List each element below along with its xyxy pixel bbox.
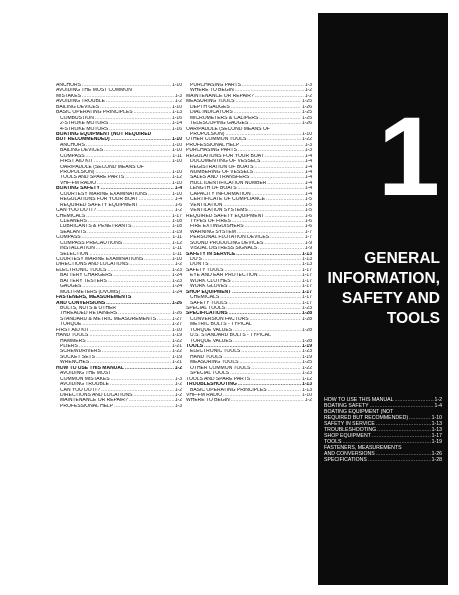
index-entry-label: DIRECTIONS AND LOCATIONS bbox=[56, 262, 129, 268]
index-entry-label: CAN YOU DO IT? bbox=[56, 208, 97, 214]
index-entry-label: 4-STROKE MOTORS bbox=[60, 126, 109, 132]
index-entry-label: COURTESY MARINE EXAMINATIONS bbox=[56, 257, 144, 262]
index-entry-label: BASIC OPERATING PRINCIPLES bbox=[56, 110, 133, 116]
index-entry-page: 1-3 bbox=[174, 376, 182, 382]
index-entry-label: 2-STROKE MOTORS bbox=[60, 121, 109, 127]
index-entry-page: 1-26 bbox=[171, 311, 182, 317]
index-entry-label: GAUGES bbox=[60, 284, 82, 290]
index-entry-label: MULTI-METERS (DVOMS) bbox=[60, 289, 121, 295]
index-entry-page: 1-13 bbox=[171, 110, 182, 116]
index-entry-page: 1-23 bbox=[301, 305, 312, 311]
index-entry-label: VENTILATION SYSTEMS bbox=[190, 208, 248, 214]
chapter-number: 1 bbox=[377, 94, 440, 219]
index-entry-page: 1-2 bbox=[434, 397, 442, 403]
index-entry-label: SPECIAL TOOLS bbox=[186, 305, 226, 311]
index-entry-label: PROFESSIONAL HELP bbox=[186, 142, 240, 148]
index-entry-page: 1-18 bbox=[171, 218, 182, 224]
index-entry-label: AND CONVERSIONS bbox=[56, 300, 106, 306]
index-entry-label: FIRST AID KIT bbox=[56, 327, 89, 333]
index-entry-page: 1-17 bbox=[301, 273, 312, 279]
index-entry-page: 1-10 bbox=[171, 257, 182, 262]
index-entry-page: 1-21 bbox=[171, 344, 182, 349]
index-entry-label: COMPASS PRECAUTIONS bbox=[60, 240, 123, 246]
index-entry-label: WORK CLOTHES bbox=[190, 278, 231, 284]
index-entry-label: DEPTH GAUGES bbox=[190, 104, 230, 110]
index-entry-page: 1-16 bbox=[171, 115, 182, 121]
index-entry-label: HULL IDENTIFICATION NUMBER bbox=[190, 180, 267, 186]
index-entry-label: WHERE TO BEGIN bbox=[186, 398, 230, 404]
index-entry-page: 1-2 bbox=[174, 387, 182, 393]
index-entry-page: 1-9 bbox=[304, 246, 312, 252]
index-entry-page: 1-10 bbox=[171, 327, 182, 333]
index-entry-label: ELECTRONIC TOOLS bbox=[56, 267, 107, 273]
index-entry-page: 1-13 bbox=[301, 251, 312, 257]
index-entry-label: TYPES OF FIRES bbox=[190, 218, 231, 224]
index-entry-label: COMPASS bbox=[56, 235, 81, 241]
index-entry-page: 1-23 bbox=[301, 371, 312, 377]
index-entry-page: 1-10 bbox=[431, 415, 442, 421]
index-entry-page: 1-14 bbox=[171, 121, 182, 127]
index-entry-page: 1-19 bbox=[171, 354, 182, 360]
index-entry-label: VHF-FM RADIO bbox=[186, 392, 223, 398]
index-entry-label: AVOIDING THE MOST bbox=[60, 371, 112, 377]
index-entry-page: 1-2 bbox=[174, 382, 182, 388]
index-entry-label: PURCHASING PARTS bbox=[190, 83, 241, 88]
index-entry-label: LENGTH OF BOATS bbox=[190, 186, 237, 192]
index-entry-label: DON'TS bbox=[190, 262, 209, 268]
index-entry-label: BATTERY CHARGERS bbox=[60, 273, 113, 279]
index-entry-page: 1-25 bbox=[301, 99, 312, 105]
chapter-title-line: GENERAL bbox=[364, 250, 440, 267]
index-entry-label: WRENCHES bbox=[60, 360, 90, 366]
index-entry-page: 1-17 bbox=[301, 295, 312, 301]
index-entry-page: 1-17 bbox=[301, 267, 312, 273]
index-entry-label: MICROMETERS & CALIPERS bbox=[190, 115, 259, 121]
index-entry-label: REQUIRED SAFETY EQUIPMENT bbox=[186, 213, 265, 219]
index-entry-page: 1-17 bbox=[301, 289, 312, 295]
index-entry-label: MEASURING TOOLS bbox=[186, 99, 235, 105]
index-entry-page: 1-28 bbox=[431, 457, 442, 463]
index-entry-label: PROFESSIONAL HELP bbox=[60, 403, 114, 409]
index-entry-page: 1-3 bbox=[174, 93, 182, 99]
index-entry-page: 1-10 bbox=[171, 83, 182, 88]
index-entry-page: 1-16 bbox=[171, 126, 182, 132]
index-entry-label: MAINTENANCE OR REPAIR? bbox=[186, 93, 254, 99]
index-entry-page: 1-7 bbox=[304, 229, 312, 235]
index-entry-page: 1-2 bbox=[304, 398, 312, 404]
index-entry-page: 1-10 bbox=[171, 191, 182, 197]
index-entry-label: DOCUMENTING OF VESSELS bbox=[190, 159, 261, 165]
index-entry-page: 1-26 bbox=[171, 300, 182, 306]
index-entry-page: 1-11 bbox=[172, 251, 182, 257]
index-entry-label: CHEMICALS bbox=[56, 213, 86, 219]
index-entry-label: WORK GLOVES bbox=[190, 284, 228, 290]
index-entry-page: 1-19 bbox=[431, 439, 442, 445]
index-entry-page: 1-4 bbox=[304, 180, 312, 186]
index-entry-label: MAINTENANCE OR REPAIR? bbox=[60, 398, 128, 404]
index-entry-label: OTHER COMMON TOOLS bbox=[190, 365, 251, 371]
index-entry-page: 1-22 bbox=[171, 338, 182, 344]
index-entry-label: PLIERS bbox=[60, 344, 78, 349]
index-entry-label: TOOLS bbox=[186, 344, 204, 349]
index-entry bbox=[56, 404, 182, 409]
index-entry-page: 1-12 bbox=[301, 376, 312, 382]
index-entry-label: TELESCOPING GAUGES bbox=[190, 121, 249, 127]
index-entry-page: 1-5 bbox=[304, 202, 312, 208]
index-entry-page: 1-10 bbox=[171, 159, 182, 165]
index-entry bbox=[186, 398, 312, 403]
index-entry-label: LUBRICANTS & PENETRANTS bbox=[60, 224, 132, 230]
index-entry-label: REQUIRED SAFETY EQUIPMENT bbox=[60, 202, 139, 208]
index-entry-label: CAPACITY INFORMATION bbox=[190, 191, 251, 197]
index-entry-label: CLEANERS bbox=[60, 218, 87, 224]
index-entry-label: HAND TOOLS bbox=[190, 354, 223, 360]
index-entry-label: INSTALLATION bbox=[60, 246, 95, 252]
dot-leader bbox=[231, 398, 304, 403]
index-entry-page: 1-3 bbox=[304, 148, 312, 154]
index-entry-page: 1-2 bbox=[304, 88, 312, 94]
index-entry-page: 1-4 bbox=[304, 153, 312, 159]
index-entry-page: 1-4 bbox=[434, 403, 442, 409]
index-entry-page: 1-19 bbox=[301, 344, 312, 349]
index-entry-page: 1-24 bbox=[171, 273, 182, 279]
index-entry-page: 1-17 bbox=[301, 284, 312, 290]
index-entry-page: 1-10 bbox=[171, 170, 182, 175]
index-entry-label: AND CONVERSIONS bbox=[324, 451, 375, 457]
index-entry-label: BOATING EQUIPMENT (NOT bbox=[324, 409, 394, 415]
index-entry-page: 1-13 bbox=[431, 427, 442, 433]
index-entry-page: 1-3 bbox=[304, 83, 312, 88]
index-entry-label: TROUBLESHOOTING bbox=[324, 427, 377, 433]
index-entry-label: AVOIDING TROUBLE bbox=[56, 99, 105, 105]
index-entry-label: SPECIFICATIONS bbox=[324, 457, 367, 463]
index-entry-page: 1-6 bbox=[304, 218, 312, 224]
index-entry-label: SEALANTS bbox=[60, 229, 87, 235]
index-entry-page: 1-13 bbox=[301, 382, 312, 388]
index-entry-page: 1-2 bbox=[174, 365, 182, 371]
index-entry-label: ANCHORS bbox=[60, 142, 86, 148]
index-entry-page: 1-2 bbox=[174, 99, 182, 105]
index-entry-label: BATTERY TESTERS bbox=[60, 278, 107, 284]
index-entry-page: 1-6 bbox=[174, 202, 182, 208]
index-entry-label: CAN YOU DO IT? bbox=[60, 387, 101, 393]
index-entry-page: 1-10 bbox=[171, 180, 182, 186]
index-entry-label: TOOLS bbox=[324, 439, 342, 445]
index-entry-label: TORQUE bbox=[60, 322, 82, 328]
index-entry-page: 1-10 bbox=[301, 392, 312, 398]
index-entry-page: 1-4 bbox=[174, 186, 182, 192]
index-entry-page: 1-17 bbox=[301, 278, 312, 284]
chapter-sidebar bbox=[318, 13, 448, 585]
index-entry-label: SPECIAL TOOLS bbox=[190, 371, 230, 377]
index-entry-label: BOATING EQUIPMENT (NOT REQUIRED bbox=[56, 131, 152, 137]
index-entry-label: SOCKET SETS bbox=[60, 354, 95, 360]
index-entry-label: CHEMICALS bbox=[190, 295, 220, 301]
dot-leader bbox=[368, 457, 431, 463]
index-entry-label: VENTILATION bbox=[190, 202, 223, 208]
index-entry-page: 1-10 bbox=[171, 142, 182, 148]
index-entry-page: 1-6 bbox=[304, 224, 312, 230]
chapter-contents bbox=[324, 397, 442, 463]
index-column-left bbox=[56, 83, 182, 409]
index-entry-label: BOLTS, NUTS & OTHER bbox=[60, 305, 117, 311]
chapter-title-line: SAFETY AND bbox=[341, 290, 440, 307]
index-entry-page: 1-10 bbox=[171, 137, 182, 143]
index-entry-page: 1-4 bbox=[304, 175, 312, 181]
index-entry-page: 1-9 bbox=[304, 240, 312, 246]
index-entry-page: 1-17 bbox=[431, 433, 442, 439]
index-entry-label: PROPULSION) bbox=[60, 170, 95, 175]
index-entry-page: 1-26 bbox=[431, 451, 442, 457]
index-entry-label: PROPULSION) bbox=[190, 131, 225, 137]
index-entry-label: MEASURING TOOLS bbox=[190, 360, 239, 366]
index-entry-label: BOATING SAFETY bbox=[324, 403, 369, 409]
index-entry-label: SHOP EQUIPMENT bbox=[186, 289, 232, 295]
index-entry-label: COMMON MISTAKES bbox=[60, 376, 110, 382]
index-entry-label: METRIC BOLTS - TYPICAL bbox=[190, 322, 252, 328]
index-entry-page: 1-25 bbox=[301, 115, 312, 121]
index-entry-label: DIAL INDICATORS bbox=[190, 110, 233, 116]
dot-leader bbox=[125, 366, 174, 371]
index-entry-page: 1-13 bbox=[301, 262, 312, 268]
index-entry-label: OAR/PADDLE (SECOND MEANS OF bbox=[60, 164, 144, 170]
index-entry-page: 1-10 bbox=[171, 104, 182, 110]
index-entry-label: OTHER COMMON TOOLS bbox=[186, 137, 247, 143]
index-entry-label: VISUAL DISTRESS SIGNALS bbox=[190, 246, 258, 252]
index-entry-page: 1-4 bbox=[304, 170, 312, 175]
index-entry-page: 1-3 bbox=[304, 142, 312, 148]
index-entry-page: 1-11 bbox=[172, 235, 182, 241]
index-entry-label: HAND TOOLS bbox=[56, 333, 89, 339]
index-entry-page: 1-26 bbox=[301, 121, 312, 127]
index-entry-page: 1-11 bbox=[172, 246, 182, 252]
index-entry-page: 1-10 bbox=[171, 148, 182, 154]
index-entry-label: TROUBLESHOOTING bbox=[186, 382, 237, 388]
index-entry-label: SAFETY TOOLS bbox=[190, 300, 228, 306]
index-entry-page: 1-3 bbox=[174, 403, 182, 409]
index-column-right bbox=[186, 83, 312, 404]
index-entry-page: 1-19 bbox=[171, 229, 182, 235]
index-entry-page: 1-4 bbox=[304, 159, 312, 165]
index-entry-page: 1-2 bbox=[174, 392, 182, 398]
index-entry-label: SELECTION bbox=[60, 251, 89, 257]
index-entry-label: OAR/PADDLE (SECOND MEANS OF bbox=[186, 126, 270, 132]
index-entry-label: PURCHASING PARTS bbox=[186, 148, 237, 154]
index-entry-page: 1-24 bbox=[171, 289, 182, 295]
index-entry-label: PERSONAL FLOTATION DEVICES bbox=[190, 235, 270, 241]
index-entry-label: HOW TO USE THIS MANUAL bbox=[56, 365, 124, 371]
index-entry-label: FASTENERS, MEASUREMENTS bbox=[324, 445, 402, 451]
index-entry-page: 1-27 bbox=[171, 316, 182, 322]
index-entry-label: WHERE TO BEGIN bbox=[190, 88, 234, 94]
index-entry-label: SHOP EQUIPMENT bbox=[324, 433, 371, 439]
index-entry-page: 1-28 bbox=[301, 311, 312, 317]
index-entry-page: 1-4 bbox=[304, 191, 312, 197]
index-entry-page: 1-24 bbox=[171, 284, 182, 290]
index-entry-label: SAFETY IN SERVICE bbox=[324, 421, 375, 427]
index-entry-label: BOATING SAFETY bbox=[56, 186, 100, 192]
index-entry-label: REGULATIONS FOR YOUR BOAT bbox=[60, 197, 138, 203]
index-entry-label: THREADED RETAINERS bbox=[60, 311, 118, 317]
index-entry-label: FASTENERS, MEASUREMENTS bbox=[56, 295, 132, 301]
index-entry-page: 1-17 bbox=[301, 300, 312, 306]
index-entry-label: SAFETY TOOLS bbox=[186, 267, 224, 273]
index-entry-label: BASIC OPERATING PRINCIPLES bbox=[190, 387, 267, 393]
index-entry-label: MISTAKES bbox=[56, 93, 81, 99]
index-entry-page: 1-22 bbox=[301, 365, 312, 371]
index-entry-label: AVOIDING THE MOST COMMON bbox=[56, 88, 132, 94]
index-entry-label: COURTESY MARINE EXAMINATIONS bbox=[60, 191, 148, 197]
index-entry-page: 1-25 bbox=[301, 110, 312, 116]
index-entry-label: AVOIDING TROUBLE bbox=[60, 382, 109, 388]
index-entry-page: 1-28 bbox=[301, 338, 312, 344]
index-entry-page: 1-4 bbox=[174, 197, 182, 203]
index-entry-label: SPECIFICATIONS bbox=[186, 311, 228, 317]
index-entry-label: FIRE EXTINGUISHERS bbox=[190, 224, 244, 230]
index-entry-page: 1-23 bbox=[171, 278, 182, 284]
index-entry-page: 1-13 bbox=[431, 421, 442, 427]
index-entry-page: 1-2 bbox=[174, 262, 182, 268]
index-entry-label: EYE AND EAR PROTECTION bbox=[190, 273, 258, 279]
index-entry-page: 1-5 bbox=[304, 208, 312, 214]
index-entry-page: 1-25 bbox=[301, 360, 312, 366]
index-entry-page: 1-10 bbox=[301, 131, 312, 137]
index-entry-page: 1-6 bbox=[304, 213, 312, 219]
index-entry-label: SOUND PRODUCING DEVICES bbox=[190, 240, 264, 246]
index-entry-page: 1-18 bbox=[171, 224, 182, 230]
index-entry-label: REQUIRED BUT RECOMMENDED) bbox=[324, 415, 409, 421]
dot-leader bbox=[114, 404, 174, 409]
index-entry-page: 1-17 bbox=[171, 213, 182, 219]
index-entry-label: SALES AND TRANSFERS bbox=[190, 175, 250, 181]
index-entry-page: 1-5 bbox=[304, 197, 312, 203]
index-entry-page: 1-4 bbox=[304, 186, 312, 192]
index-entry-page: 1-19 bbox=[171, 333, 182, 339]
dot-leader bbox=[250, 317, 301, 322]
index-entry-label: TORQUE VALUES bbox=[190, 327, 233, 333]
index-entry-label: REGISTRATION OF BOATS bbox=[190, 164, 254, 170]
index-entry-page: 1-13 bbox=[301, 387, 312, 393]
index-entry-label: CERTIFICATE OF COMPLIANCE bbox=[190, 197, 266, 203]
index-entry-label: COMBUSTION bbox=[60, 115, 94, 121]
index-entry-label: BAILING DEVICES bbox=[56, 104, 100, 110]
index-entry-label: NUMBERING OF VESSELS bbox=[190, 170, 254, 175]
index-entry-page: 1-21 bbox=[171, 360, 182, 366]
index-entry-label: SCREWDRIVERS bbox=[60, 349, 101, 355]
index-entry-label: DIRECTIONS AND LOCATIONS bbox=[60, 392, 133, 398]
index-entry-page: 1-13 bbox=[301, 257, 312, 262]
index-entry-label: ANCHORS bbox=[56, 83, 82, 88]
index-entry-label: BAILING DEVICES bbox=[60, 148, 104, 154]
index-entry-page: 1-22 bbox=[301, 137, 312, 143]
index-entry-label: TORQUE VALUES bbox=[190, 338, 233, 344]
index-entry-label: REGULATIONS FOR YOUR BOAT bbox=[186, 153, 264, 159]
index-entry-page: 1-23 bbox=[301, 349, 312, 355]
index-entry-label: HOW TO USE THIS MANUAL bbox=[324, 397, 394, 403]
chapter-title bbox=[316, 249, 440, 329]
index-entry-label: COMPASS bbox=[60, 153, 85, 159]
index-entry-page: 1-19 bbox=[301, 354, 312, 360]
index-entry-page: 1-11 bbox=[172, 153, 182, 159]
index-entry-label: SAFETY IN SERVICE bbox=[186, 251, 236, 257]
index-entry-page: 1-12 bbox=[171, 175, 182, 181]
index-entry-label: CONVERSION FACTORS bbox=[190, 316, 249, 322]
index-entry-label: ELECTRONIC TOOLS bbox=[190, 349, 241, 355]
index-entry-page: 1-28 bbox=[301, 327, 312, 333]
index-entry-label: HAMMERS bbox=[60, 338, 86, 344]
index-entry-label: U.S. STANDARD BOLTS - TYPICAL bbox=[190, 333, 271, 339]
index-entry-label: FIRST AID KIT bbox=[60, 159, 93, 165]
index-entry-page: 1-23 bbox=[171, 267, 182, 273]
chapter-title-line: INFORMATION, bbox=[327, 270, 440, 287]
index-entry-label: TOOLS AND SPARE PARTS bbox=[186, 376, 251, 382]
index-entry-label: BUT RECOMMENDED) bbox=[56, 137, 110, 143]
index-entry-label: TOOLS AND SPARE PARTS bbox=[60, 175, 125, 181]
index-entry-page: 1-2 bbox=[304, 93, 312, 99]
index-entry-page: 1-28 bbox=[301, 316, 312, 322]
index-entry-page: 1-2 bbox=[174, 398, 182, 404]
index-entry-page: 1-7 bbox=[304, 235, 312, 241]
index-entry-page: 1-12 bbox=[171, 240, 182, 246]
index-entry-page: 1-2 bbox=[174, 208, 182, 214]
index-entry-label: VHF-FM RADIO bbox=[60, 180, 97, 186]
chapter-title-line: TOOLS bbox=[386, 310, 440, 327]
index-entry-label: STANDARD & METRIC MEASUREMENTS bbox=[60, 316, 157, 322]
index-entry bbox=[324, 457, 442, 463]
index-entry-page: 1-26 bbox=[301, 104, 312, 110]
index-entry-label: WARNING SYSTEM bbox=[190, 229, 236, 235]
index-entry-label: DO'S bbox=[190, 257, 202, 262]
index-entry-page: 1-22 bbox=[171, 349, 182, 355]
index-entry-page: 1-27 bbox=[171, 322, 182, 328]
index-entry-page: 1-4 bbox=[304, 164, 312, 170]
